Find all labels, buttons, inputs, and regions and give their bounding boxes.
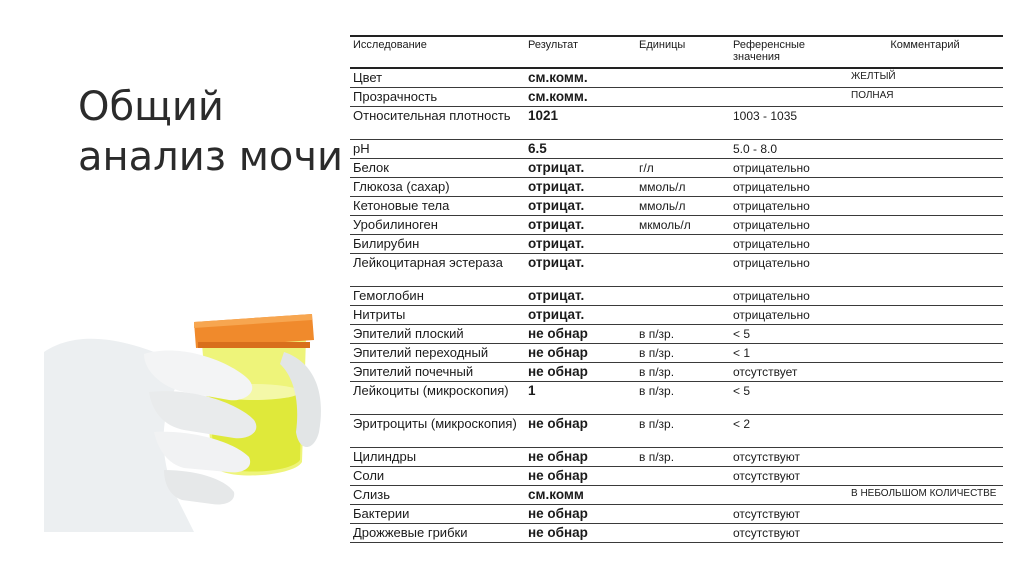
test-name: Глюкоза (сахар)	[350, 178, 525, 197]
table-row	[350, 216, 1003, 235]
reference-value	[730, 486, 847, 505]
reference-value: отрицательно	[730, 159, 847, 178]
reference-value: отрицательно	[730, 197, 847, 216]
reference-value: отсутствуют	[730, 505, 847, 524]
comment: ПОЛНАЯ	[847, 88, 1003, 107]
units: в п/зр.	[636, 363, 730, 382]
table-row	[350, 178, 1003, 197]
table-row	[350, 448, 1003, 467]
result-value: не обнар	[525, 505, 636, 524]
units	[636, 287, 730, 306]
units: г/л	[636, 159, 730, 178]
result-value: см.комм	[525, 486, 636, 505]
units	[636, 88, 730, 107]
result-value: отрицат.	[525, 254, 636, 287]
result-value: отрицат.	[525, 159, 636, 178]
comment	[847, 254, 1003, 287]
table-row	[350, 235, 1003, 254]
result-value: не обнар	[525, 415, 636, 448]
lab-results-table	[350, 35, 1003, 543]
comment	[847, 197, 1003, 216]
test-name: Относительная плотность	[350, 107, 525, 140]
reference-value: отрицательно	[730, 287, 847, 306]
comment	[847, 140, 1003, 159]
comment	[847, 216, 1003, 235]
table-row	[350, 524, 1003, 543]
test-name: Цилиндры	[350, 448, 525, 467]
units: ммоль/л	[636, 197, 730, 216]
reference-value	[730, 68, 847, 88]
units	[636, 486, 730, 505]
comment	[847, 448, 1003, 467]
urine-sample-container-icon	[44, 292, 326, 532]
test-name: Кетоновые тела	[350, 197, 525, 216]
result-value: отрицат.	[525, 287, 636, 306]
reference-value: отсутствуют	[730, 524, 847, 543]
reference-value: отрицательно	[730, 254, 847, 287]
reference-value: отрицательно	[730, 216, 847, 235]
comment: ЖЕЛТЫЙ	[847, 68, 1003, 88]
table-row	[350, 467, 1003, 486]
table-row	[350, 382, 1003, 415]
units: в п/зр.	[636, 382, 730, 415]
comment	[847, 382, 1003, 415]
units: мкмоль/л	[636, 216, 730, 235]
comment	[847, 505, 1003, 524]
comment	[847, 344, 1003, 363]
table-row	[350, 88, 1003, 107]
comment	[847, 363, 1003, 382]
test-name: Нитриты	[350, 306, 525, 325]
result-value: не обнар	[525, 363, 636, 382]
units: в п/зр.	[636, 448, 730, 467]
reference-value: 1003 - 1035	[730, 107, 847, 140]
test-name: Гемоглобин	[350, 287, 525, 306]
units	[636, 254, 730, 287]
comment	[847, 107, 1003, 140]
comment: В НЕБОЛЬШОМ КОЛИЧЕСТВЕ	[847, 486, 1003, 505]
header-result: Результат	[525, 36, 636, 68]
table-row	[350, 197, 1003, 216]
page-title: Общий анализ мочи	[78, 84, 343, 180]
reference-value: отрицательно	[730, 235, 847, 254]
units	[636, 467, 730, 486]
result-value: не обнар	[525, 467, 636, 486]
units	[636, 140, 730, 159]
result-value: отрицат.	[525, 197, 636, 216]
comment	[847, 306, 1003, 325]
test-name: Бактерии	[350, 505, 525, 524]
test-name: pH	[350, 140, 525, 159]
comment	[847, 524, 1003, 543]
header-units: Единицы	[636, 36, 730, 68]
table-header-row	[350, 36, 1003, 68]
test-name: Эпителий плоский	[350, 325, 525, 344]
table-row	[350, 287, 1003, 306]
table-row	[350, 325, 1003, 344]
result-value: 1	[525, 382, 636, 415]
result-value: не обнар	[525, 448, 636, 467]
header-reference: Референсные значения	[730, 36, 847, 68]
test-name: Лейкоцитарная эстераза	[350, 254, 525, 287]
table-row	[350, 363, 1003, 382]
result-value: отрицат.	[525, 178, 636, 197]
header-comment: Комментарий	[847, 36, 1003, 68]
comment	[847, 415, 1003, 448]
reference-value: < 1	[730, 344, 847, 363]
result-value: см.комм.	[525, 68, 636, 88]
units	[636, 505, 730, 524]
test-name: Соли	[350, 467, 525, 486]
units: в п/зр.	[636, 325, 730, 344]
table-row	[350, 159, 1003, 178]
result-value: отрицат.	[525, 306, 636, 325]
result-value: не обнар	[525, 344, 636, 363]
reference-value: отсутствует	[730, 363, 847, 382]
result-value: отрицат.	[525, 235, 636, 254]
result-value: 6.5	[525, 140, 636, 159]
units	[636, 107, 730, 140]
comment	[847, 325, 1003, 344]
comment	[847, 178, 1003, 197]
reference-value: отсутствуют	[730, 448, 847, 467]
reference-value: отсутствуют	[730, 467, 847, 486]
comment	[847, 159, 1003, 178]
table-row	[350, 415, 1003, 448]
units: ммоль/л	[636, 178, 730, 197]
test-name: Эпителий почечный	[350, 363, 525, 382]
units: в п/зр.	[636, 415, 730, 448]
table-row	[350, 254, 1003, 287]
comment	[847, 235, 1003, 254]
test-name: Эритроциты (микроскопия)	[350, 415, 525, 448]
table-row	[350, 68, 1003, 88]
result-value: не обнар	[525, 325, 636, 344]
test-name: Уробилиноген	[350, 216, 525, 235]
table-row	[350, 140, 1003, 159]
result-value: см.комм.	[525, 88, 636, 107]
header-test: Исследование	[350, 36, 525, 68]
test-name: Прозрачность	[350, 88, 525, 107]
test-name: Слизь	[350, 486, 525, 505]
units: в п/зр.	[636, 344, 730, 363]
reference-value: < 2	[730, 415, 847, 448]
reference-value	[730, 88, 847, 107]
comment	[847, 287, 1003, 306]
units	[636, 68, 730, 88]
reference-value: < 5	[730, 382, 847, 415]
table-row	[350, 306, 1003, 325]
units	[636, 306, 730, 325]
test-name: Билирубин	[350, 235, 525, 254]
comment	[847, 467, 1003, 486]
test-name: Цвет	[350, 68, 525, 88]
reference-value: < 5	[730, 325, 847, 344]
test-name: Белок	[350, 159, 525, 178]
table-row	[350, 486, 1003, 505]
table-row	[350, 107, 1003, 140]
units	[636, 235, 730, 254]
result-value: не обнар	[525, 524, 636, 543]
table-row	[350, 344, 1003, 363]
reference-value: отрицательно	[730, 178, 847, 197]
test-name: Эпителий переходный	[350, 344, 525, 363]
table-row	[350, 505, 1003, 524]
reference-value: 5.0 - 8.0	[730, 140, 847, 159]
result-value: отрицат.	[525, 216, 636, 235]
reference-value: отрицательно	[730, 306, 847, 325]
test-name: Дрожжевые грибки	[350, 524, 525, 543]
test-name: Лейкоциты (микроскопия)	[350, 382, 525, 415]
result-value: 1021	[525, 107, 636, 140]
units	[636, 524, 730, 543]
